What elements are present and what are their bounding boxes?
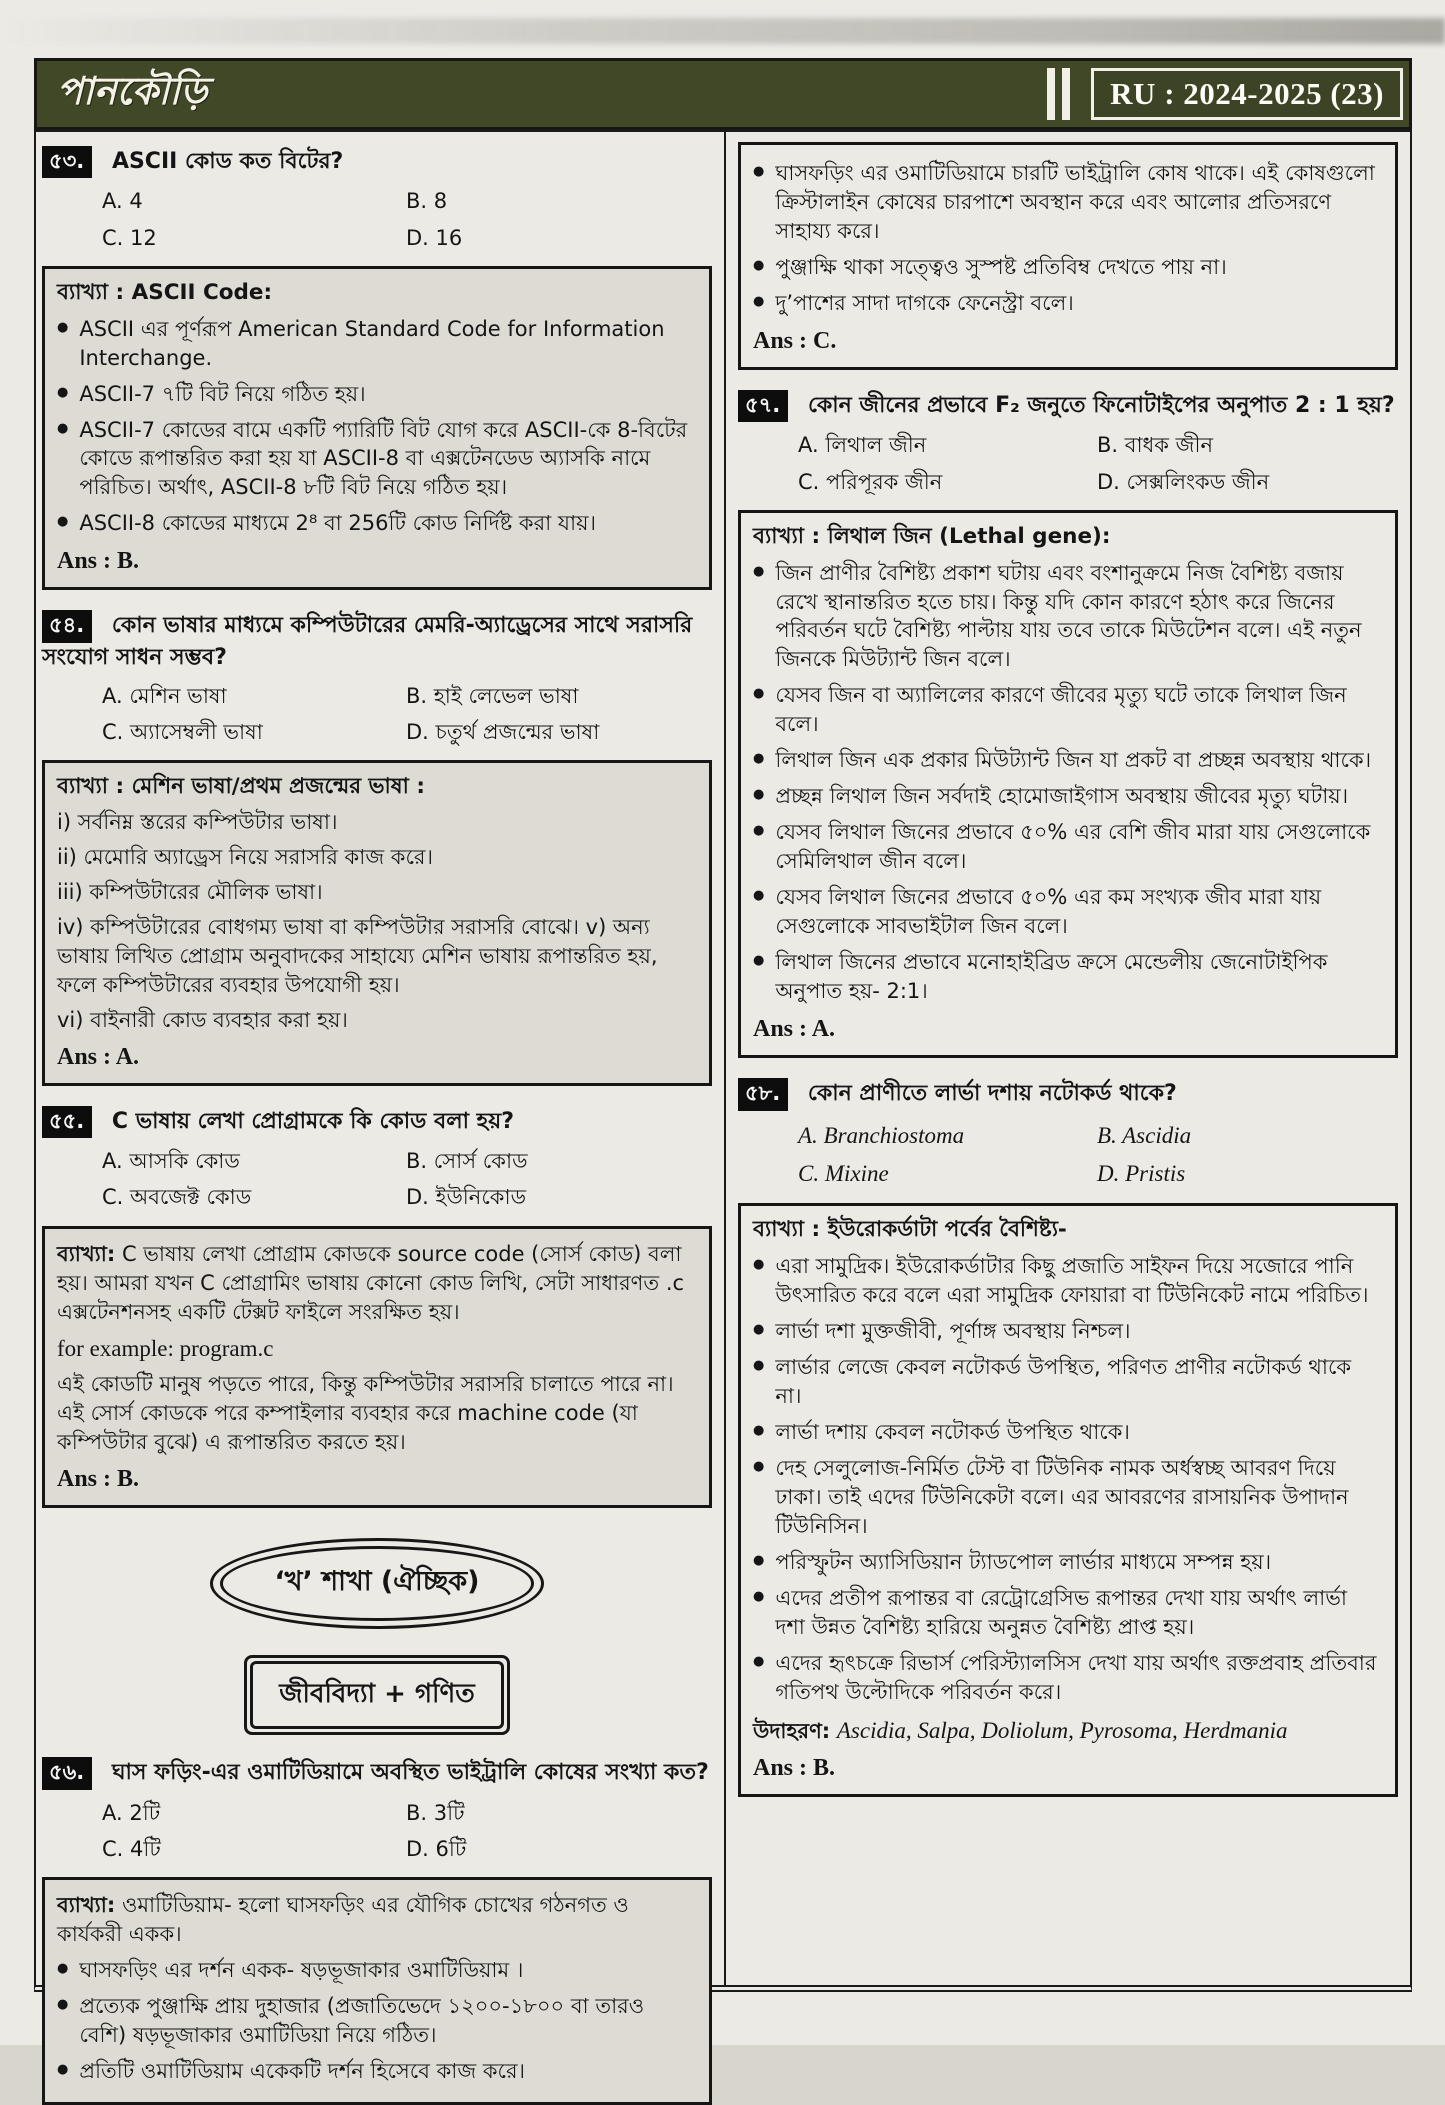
question-56 <box>40 1749 714 1873</box>
bullet <box>753 1649 1383 1707</box>
bullet-text: ● এদের হৃৎচক্রে রিভার্স পেরিস্ট্যালসিস দেখা যায় অর্থাৎ রক্তপ্রবাহ প্রতিবার গতিপথ উল্টোদিকে পরিবর্তন করে। <box>775 1650 1377 1704</box>
example-species: Ascidia, Salpa, Doliolum, Pyrosoma, Herdmania <box>836 1717 1288 1743</box>
bullet-text: ● যেসব জিন বা অ্যালিলের কারণে জীবের মৃত্যু ঘটে তাকে লিথাল জিন বলে। <box>775 683 1347 737</box>
bullet-text: ● এরা সামুদ্রিক। ইউরোকর্ডাটার কিছু প্রজাতি সাইফন দিয়ে সজোরে পানি উৎসারিত করে বলে এরা সামুদ্রিক ফোয়ারা বা টিউনিকেট নামে পরিচিত। <box>775 1254 1369 1307</box>
bullet-text: ● লার্ভার লেজে কেবল নটোকর্ড উপস্থিত, পরিণত প্রাণীর নটোকর্ড থাকে না। <box>775 1354 1352 1408</box>
question-text: C ভাষায় লেখা প্রোগ্রামকে কি কোড বলা হয়? <box>111 1108 514 1134</box>
explanation-paragraph <box>57 1240 697 1327</box>
question-53 <box>40 138 714 262</box>
answer-line: Ans : B. <box>753 1755 836 1782</box>
answer-line: Ans : C. <box>753 327 837 354</box>
option-a: A. মেশিন ভাষা <box>102 683 227 708</box>
question-text: ঘাস ফড়িং-এর ওমাটিডিয়ামে অবস্থিত ভাইট্রালি কোষের সংখ্যা কত? <box>111 1760 709 1786</box>
bullet <box>753 681 1383 739</box>
question-58 <box>736 1070 1400 1199</box>
bullet-text: ● যেসব লিথাল জিনের প্রভাবে ৫০% এর বেশি জীব মারা যায় সেগুলোকে সেমিলিথাল জীন বলে। <box>775 820 1371 874</box>
option-c: C. অ্যাসেম্বলী ভাষা <box>102 719 263 744</box>
bullet-text: ● লার্ভা দশায় কেবল নটোকর্ড উপস্থিত থাকে। <box>775 1419 1130 1444</box>
option-c: C. 4টি <box>102 1836 161 1861</box>
bullet <box>57 509 697 538</box>
bullet-text: ● লিথাল জিনের প্রভাবে মনোহাইব্রিড ক্রসে মেন্ডেলীয় জেনোটাইপিক অনুপাত হয়- 2:1। <box>775 950 1328 1004</box>
bullet <box>753 782 1383 811</box>
bullet-text: ● প্রত্যেক পুঞ্জাক্ষি প্রায় দুহাজার (প্রজাতিভেদে ১২০০-১৮০০ বা তারও বেশি) ষড়ভূজাকার ওমাটিডিয়া নিয়ে গঠিত। <box>79 1994 645 2048</box>
question-number: ৫৬. <box>42 1757 92 1789</box>
bullet-text: ● এদের প্রতীপ রূপান্তর বা রেট্রোগ্রেসিভ রূপান্তর দেখা যায় অর্থাৎ লার্ভা দশা উন্নত বৈশিষ্ট্য হারিয়ে অনুন্নত বৈশিষ্ট্য প্রাপ্ত হয়। <box>775 1585 1347 1639</box>
edition-badge: RU : 2024-2025 (23) <box>1091 68 1403 120</box>
bullet <box>753 1454 1383 1541</box>
options-55 <box>42 1148 710 1212</box>
bullet-text: ● ASCII এর পূর্ণরূপ American Standard Code for Information Interchange. <box>79 316 665 370</box>
section-oval-label: ‘খ’ শাখা (ঐচ্ছিক) <box>220 1546 535 1621</box>
bullet-text: ● লিথাল জিন এক প্রকার মিউট্যান্ট জিন যা প্রকট বা প্রচ্ছন্ন অবস্থায় থাকে। <box>775 748 1372 773</box>
bullet <box>753 948 1383 1006</box>
explanation-54 <box>42 760 712 1086</box>
option-d: D. ইউনিকোড <box>406 1185 527 1210</box>
bullet <box>57 380 697 409</box>
question-54 <box>40 602 714 756</box>
list-item: ii) মেমোরি অ্যাড্রেস নিয়ে সরাসরি কাজ করে। <box>57 844 433 869</box>
explanation-lead: ব্যাখ্যা: <box>57 1241 116 1266</box>
question-text: কোন প্রাণীতে লার্ভা দশায় নটোকর্ড থাকে? <box>807 1081 1177 1107</box>
bullet <box>57 1992 697 2050</box>
options-56 <box>42 1800 710 1864</box>
bullet <box>753 1317 1383 1346</box>
section-badges <box>40 1520 714 1749</box>
question-text: কোন ভাষার মাধ্যমে কম্পিউটারের মেমরি-অ্যাড্রেসের সাথে সরাসরি সংযোগ সাধন সম্ভব? <box>42 613 693 670</box>
header-divider-bar <box>1047 68 1055 119</box>
option-b: B. সোর্স কোড <box>406 1149 528 1173</box>
bullet <box>57 2057 697 2086</box>
bullet-text: ● দু’পাশের সাদা দাগকে ফেনেস্ট্রা বলে। <box>775 290 1074 315</box>
explanation-56-continued <box>738 142 1398 370</box>
option-c: C. পরিপূরক জীন <box>798 469 943 494</box>
bullet <box>753 746 1383 775</box>
right-column <box>724 132 1410 1985</box>
option-b: B. Ascidia <box>1097 1122 1192 1148</box>
explanation-paragraph <box>57 1891 697 1949</box>
options-54 <box>42 683 710 747</box>
bullet <box>753 1252 1383 1310</box>
question-55 <box>40 1098 714 1222</box>
example-label: উদাহরণ: <box>753 1718 831 1743</box>
option-d: D. 16 <box>406 225 463 250</box>
bullet <box>753 1548 1383 1577</box>
content-frame <box>34 130 1412 2084</box>
answer-line: Ans : B. <box>57 1466 140 1493</box>
bullet-text: ● ঘাসফড়িং এর দর্শন একক- ষড়ভূজাকার ওমাটিডিয়াম । <box>79 1958 524 1983</box>
question-number: ৫৪. <box>42 610 92 642</box>
bullet <box>753 1353 1383 1411</box>
column-divider <box>724 132 726 1985</box>
explanation-title: ব্যাখ্যা : লিথাল জিন (Lethal gene): <box>753 523 1111 549</box>
bullet-text: ● লার্ভা দশা মুক্তজীবী, পূর্ণাঙ্গ অবস্থায় নিশ্চল। <box>775 1318 1131 1343</box>
option-b: B. হাই লেভেল ভাষা <box>406 683 579 708</box>
question-number: ৫৭. <box>738 390 788 422</box>
options-58 <box>738 1121 1396 1190</box>
option-b: B. 3টি <box>406 1800 465 1825</box>
option-a: A. Branchiostoma <box>798 1122 965 1148</box>
explanation-lead: ব্যাখ্যা: <box>57 1893 116 1918</box>
option-b: B. 8 <box>406 189 448 214</box>
answer-line: Ans : B. <box>57 548 140 575</box>
question-number: ৫৩. <box>42 146 92 178</box>
question-text: কোন জীনের প্রভাবে F₂ জনুতে ফিনোটাইপের অনুপাত 2 : 1 হয়? <box>807 392 1395 418</box>
explanation-53 <box>42 266 712 591</box>
bullet <box>753 1418 1383 1447</box>
subject-badge <box>244 1655 509 1735</box>
question-number: ৫৫. <box>42 1106 92 1138</box>
list-item: iv) কম্পিউটারের বোধগম্য ভাষা বা কম্পিউটার সরাসরি বোঝে। v) অন্য ভাষায় লিখিত প্রোগ্রাম অনুবাদকের সাহায্যে মেশিন ভাষায় রূপান্তরিত হয়, ফলে কম্পিউটারের ব্যবহার উপযোগী হয়। <box>57 914 658 997</box>
bullet-text: ● দেহ সেলুলোজ-নির্মিত টেস্ট বা টিউনিক নামক অর্ধস্বচ্ছ আবরণ দিয়ে ঢাকা। তাই এদের টিউনিকেটা বলে। এর আবরণের রাসায়নিক উপাদান টিউনিসিন। <box>775 1455 1349 1538</box>
list-item: i) সর্বনিম্ন স্তরের কম্পিউটার ভাষা। <box>57 809 338 834</box>
explanation-55 <box>42 1226 712 1509</box>
options-57 <box>738 432 1396 496</box>
bullet-text: ● ঘাসফড়িং এর ওমাটিডিয়ামে চারটি ভাইট্রালি কোষ থাকে। এই কোষগুলো ক্রিস্টালাইন কোষের চারপাশে অবস্থান করে এবং আলোর প্রতিসরণে সাহায্য করে। <box>775 161 1375 243</box>
bullet <box>753 1584 1383 1642</box>
explanation-paragraph: এই কোডটি মানুষ পড়তে পারে, কিন্তু কম্পিউটার সরাসরি চালাতে পারে না। এই সোর্স কোডকে পরে কম্পাইলার ব্যবহার করে machine code (যা কম্পিউটার বুঝে) এ রূপান্তরিত করতে হয়। <box>57 1372 674 1455</box>
subject-label: জীববিদ্যা + গণিত <box>250 1661 503 1729</box>
brand-logo: পানকৌড়ি <box>57 69 208 113</box>
option-c: C. 12 <box>102 225 157 250</box>
code-example: for example: program.c <box>57 1335 274 1361</box>
question-text: ASCII কোড কত বিটের? <box>111 149 344 174</box>
option-a: A. লিথাল জীন <box>798 433 927 458</box>
explanation-title: ব্যাখ্যা : ইউরোকর্ডাটা পর্বের বৈশিষ্ট্য- <box>753 1217 1067 1243</box>
bullet-text: ● পরিস্ফুটন অ্যাসিডিয়ান ট্যাডপোল লার্ভার মাধ্যমে সম্পন্ন হয়। <box>775 1549 1272 1574</box>
bullet-text: ● প্রচ্ছন্ন লিথাল জিন সর্বদাই হোমোজাইগাস অবস্থায় জীবের মৃত্যু ঘটায়। <box>775 784 1349 809</box>
bullet <box>753 883 1383 941</box>
list-item: iii) কম্পিউটারের মৌলিক ভাষা। <box>57 879 323 904</box>
bullet-text: ● প্রতিটি ওমাটিডিয়াম একেকটি দর্শন হিসেবে কাজ করে। <box>79 2059 526 2084</box>
option-d: D. 6টি <box>406 1836 467 1861</box>
bullet <box>753 559 1383 675</box>
explanation-title: ব্যাখ্যা : ASCII Code: <box>57 279 273 305</box>
bullet-text: ● ASCII-8 কোডের মাধ্যমে 2⁸ বা 256টি কোড নির্দিষ্ট করা যায়। <box>79 511 596 536</box>
option-a: A. 4 <box>102 189 143 214</box>
answer-line: Ans : A. <box>57 1043 140 1070</box>
bullet-text: ● পুঞ্জাক্ষি থাকা সত্ত্বেও সুস্পষ্ট প্রতিবিম্ব দেখতে পায় না। <box>775 254 1227 279</box>
question-57 <box>736 382 1400 506</box>
section-oval-badge <box>210 1538 545 1629</box>
option-b: B. বাধক জীন <box>1097 433 1214 458</box>
explanation-title: ব্যাখ্যা : মেশিন ভাষা/প্রথম প্রজন্মের ভাষা : <box>57 774 425 800</box>
explanation-56 <box>42 1877 712 2105</box>
answer-line: Ans : A. <box>753 1016 836 1043</box>
bullet-text: ● যেসব লিথাল জিনের প্রভাবে ৫০% এর কম সংখ্যক জীব মারা যায় সেগুলোকে সাবভাইটাল জিন বলে। <box>775 885 1322 939</box>
bullet <box>753 253 1383 282</box>
page-header <box>34 58 1412 130</box>
left-column <box>36 132 724 2084</box>
header-divider-bar <box>1062 68 1070 119</box>
option-c: C. Mixine <box>798 1161 889 1187</box>
paragraph-text: ওমাটিডিয়াম- হলো ঘাসফড়িং এর যৌগিক চোখের গঠনগত ও কার্যকরী একক। <box>57 1893 629 1947</box>
explanation-58 <box>738 1203 1398 1797</box>
options-53 <box>42 188 710 252</box>
bullet <box>57 416 697 503</box>
list-item: vi) বাইনারী কোড ব্যবহার করা হয়। <box>57 1007 348 1032</box>
paragraph-text: C ভাষায় লেখা প্রোগ্রাম কোডকে source code (সোর্স কোড) বলা হয়। আমরা যখন C প্রোগ্রামিং ভাষায় কোনো কোড লিখি, সেটা সাধারণত .c এক্সটেনশনসহ একটি টেক্সট ফাইলে সংরক্ষিত হয়। <box>57 1241 685 1324</box>
option-d: D. Pristis <box>1097 1161 1186 1187</box>
bullet <box>57 1956 697 1985</box>
bullet-text: ● জিন প্রাণীর বৈশিষ্ট্য প্রকাশ ঘটায় এবং বংশানুক্রমে নিজ বৈশিষ্ট্য বজায় রেখে স্থানান্তরিত হতে চায়। কিন্তু যদি কোন কারণে হঠাৎ করে জিনের পরিবর্তন ঘটে বৈশিষ্ট্য পাল্টায় যায় তবে তাকে মিউটেশন বলে। এই নতুন জিনকে মিউট্যান্ট জিন বলে। <box>775 560 1362 672</box>
bullet-text: ● ASCII-7 কোডের বামে একটি প্যারিটি বিট যোগ করে ASCII-কে 8-বিটের কোডে রূপান্তরিত করা হয় যা ASCII-8 বা এক্সটেনডেড অ্যাসকি নামে পরিচিত। অর্থাৎ, ASCII-8 ৮টি বিট নিয়ে গঠিত হয়। <box>79 417 688 500</box>
bullet <box>57 315 697 373</box>
bullet <box>753 289 1383 318</box>
explanation-57 <box>738 510 1398 1058</box>
option-d: D. সেক্সলিংকড জীন <box>1097 469 1270 494</box>
option-a: A. আসকি কোড <box>102 1149 240 1173</box>
option-a: A. 2টি <box>102 1800 161 1825</box>
header-right <box>1047 61 1409 127</box>
option-d: D. চতুর্থ প্রজন্মের ভাষা <box>406 719 600 744</box>
example-line <box>753 1715 1383 1747</box>
scan-artifact <box>0 18 1445 44</box>
bullet-text: ● ASCII-7 ৭টি বিট নিয়ে গঠিত হয়। <box>79 381 366 406</box>
bullet <box>753 159 1383 246</box>
option-c: C. অবজেক্ট কোড <box>102 1185 252 1210</box>
bullet <box>753 818 1383 876</box>
question-number: ৫৮. <box>738 1078 788 1110</box>
